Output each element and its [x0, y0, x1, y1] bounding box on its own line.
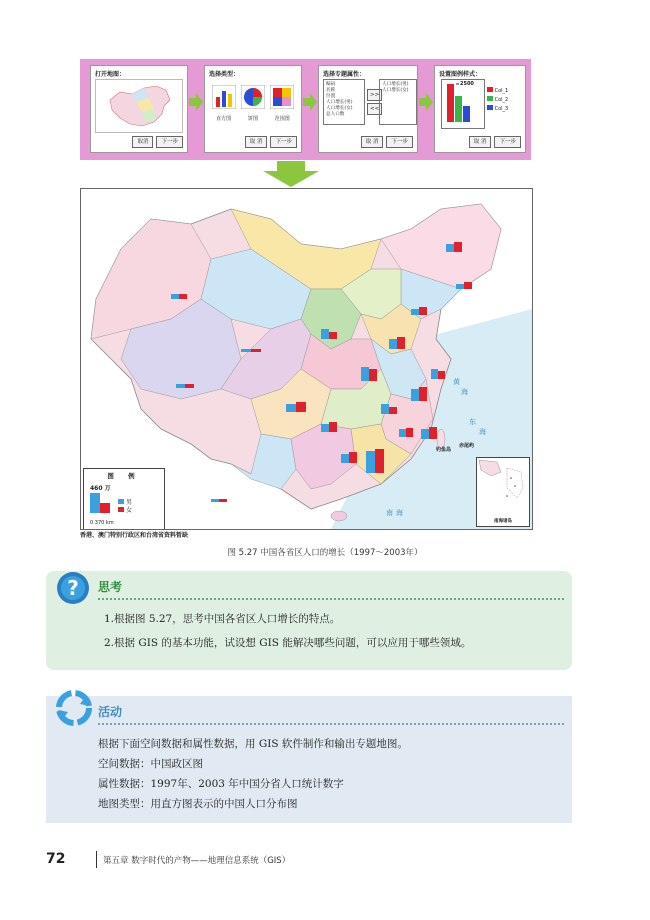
- chart-type-label: 直方图: [216, 116, 232, 122]
- sea-label-yellow-2: 海: [461, 388, 468, 396]
- inset-map-icon: [477, 458, 529, 518]
- gis-wizard-strip: [80, 59, 531, 160]
- wizard-step-attributes: [318, 65, 418, 153]
- map-thumbnail: [95, 79, 183, 133]
- think-title: 思考: [98, 580, 123, 594]
- think-box: [46, 571, 572, 670]
- activity-line-3: 属性数据：1997年、2003 年中国分省人口统计数字: [98, 778, 344, 790]
- map-legend: [83, 468, 165, 530]
- column-label: Col_3: [494, 106, 509, 112]
- legend-style-preview: [439, 79, 521, 131]
- chart-type-histogram[interactable]: [211, 85, 237, 122]
- chart-type-pie[interactable]: [240, 85, 266, 122]
- activity-title: 活动: [98, 705, 123, 719]
- activity-line-1: 根据下面空间数据和属性数据，用 GIS 软件制作和输出专题地图。: [98, 738, 408, 750]
- bar-chart-icon: [212, 85, 236, 109]
- attribute-picker: [323, 79, 413, 131]
- selected-fields-list[interactable]: [379, 79, 417, 125]
- legend-male-label: 男: [126, 499, 133, 506]
- field-item[interactable]: 人口增长(男): [382, 82, 409, 87]
- field-item[interactable]: 名称: [326, 88, 336, 93]
- legend-female-label: 女: [126, 507, 133, 514]
- legend-columns: [487, 87, 508, 114]
- next-button[interactable]: 下一步: [494, 136, 521, 148]
- add-field-button[interactable]: >>: [367, 89, 382, 101]
- wizard-step-chart-type: [204, 65, 302, 153]
- china-map-thumbnail-icon: [96, 80, 184, 132]
- legend-preview-box: [441, 79, 485, 129]
- legend-bars-preview: [442, 80, 482, 126]
- legend-key-female: [118, 505, 132, 514]
- field-item[interactable]: 人口增长(男): [326, 100, 353, 105]
- wizard-step-legend-style: [434, 65, 526, 153]
- chart-type-label: 范围图: [274, 116, 290, 122]
- next-button[interactable]: 下一步: [270, 136, 297, 148]
- field-item[interactable]: 位置: [326, 94, 336, 99]
- wizard-step-open-map: [90, 65, 188, 153]
- question-mark-icon: [56, 571, 90, 605]
- think-question-1: 1.根据图 5.27，思考中国各省区人口增长的特点。: [104, 613, 341, 625]
- field-item[interactable]: 编码: [326, 82, 336, 87]
- cancel-button[interactable]: 取 消: [361, 136, 384, 148]
- china-population-map: [80, 188, 533, 530]
- step-title: 选择专题属性：: [323, 71, 366, 78]
- field-item[interactable]: 人口增长(女): [326, 106, 353, 111]
- scale-bar: 0 370 km: [90, 520, 114, 526]
- cancel-button[interactable]: 取 消: [245, 136, 268, 148]
- next-button[interactable]: 下一步: [386, 136, 413, 148]
- island-label-diaoyu: 钓鱼岛: [436, 447, 452, 453]
- legend-title: 图 例: [107, 472, 141, 480]
- range-map-icon: [270, 85, 294, 109]
- available-fields-list[interactable]: [323, 79, 365, 125]
- cancel-button[interactable]: 取 消: [469, 136, 492, 148]
- step-title: 选择类型：: [209, 71, 240, 78]
- cancel-button[interactable]: 取消: [132, 136, 153, 148]
- activity-box: [46, 696, 572, 823]
- down-arrow-icon: [263, 161, 319, 191]
- data-note: 香港、澳门特别行政区和台湾省资料暂缺: [80, 532, 189, 539]
- column-label: Col_1: [494, 88, 509, 94]
- page-number: 72: [46, 851, 66, 867]
- remove-field-button[interactable]: <<: [367, 103, 382, 115]
- dotted-divider: [98, 598, 564, 600]
- activity-line-4: 地图类型：用直方图表示的中国人口分布图: [98, 798, 298, 810]
- island-label-chiwei: 赤尾屿: [459, 443, 475, 449]
- legend-value: 460 万: [90, 485, 111, 492]
- south-china-sea-inset: [476, 457, 530, 527]
- recycle-arrows-icon: [56, 690, 92, 726]
- chart-type-range[interactable]: [269, 85, 295, 122]
- step-title: 设置图例样式：: [439, 71, 482, 78]
- sea-label-east-2: 海: [479, 428, 486, 436]
- sea-label-south-1: 南: [386, 509, 393, 517]
- column-label: Col_2: [494, 97, 509, 103]
- next-button[interactable]: 下一步: [156, 136, 183, 148]
- legend-bars-icon: [90, 493, 112, 513]
- dotted-divider: [98, 723, 564, 725]
- sea-label-yellow-1: 黄: [453, 378, 460, 386]
- footer-divider: [96, 851, 97, 868]
- sea-label-south-2: 海: [396, 509, 403, 517]
- sea-label-east-1: 东: [469, 418, 476, 426]
- pie-chart-icon: [241, 85, 265, 109]
- chart-type-label: 饼图: [247, 116, 258, 122]
- chapter-title: 第五章 数字时代的产物——地理信息系统（GIS）: [103, 856, 291, 866]
- svg-text:?: ?: [67, 576, 79, 600]
- activity-line-2: 空间数据：中国政区图: [98, 758, 203, 770]
- field-item[interactable]: 人口增长(女): [382, 88, 409, 93]
- figure-caption: 图 5.27 中国各省区人口的增长（1997～2003年）: [227, 548, 423, 558]
- think-question-2: 2.根据 GIS 的基本功能，试设想 GIS 能解决哪些问题，可以应用于哪些领域。: [104, 637, 472, 649]
- inset-label: 南海诸岛: [494, 519, 512, 524]
- step-title: 打开地图：: [95, 71, 126, 78]
- chart-type-options: [209, 79, 297, 131]
- legend-max-value: 2500: [460, 81, 474, 87]
- field-item[interactable]: 总人口数: [326, 112, 345, 117]
